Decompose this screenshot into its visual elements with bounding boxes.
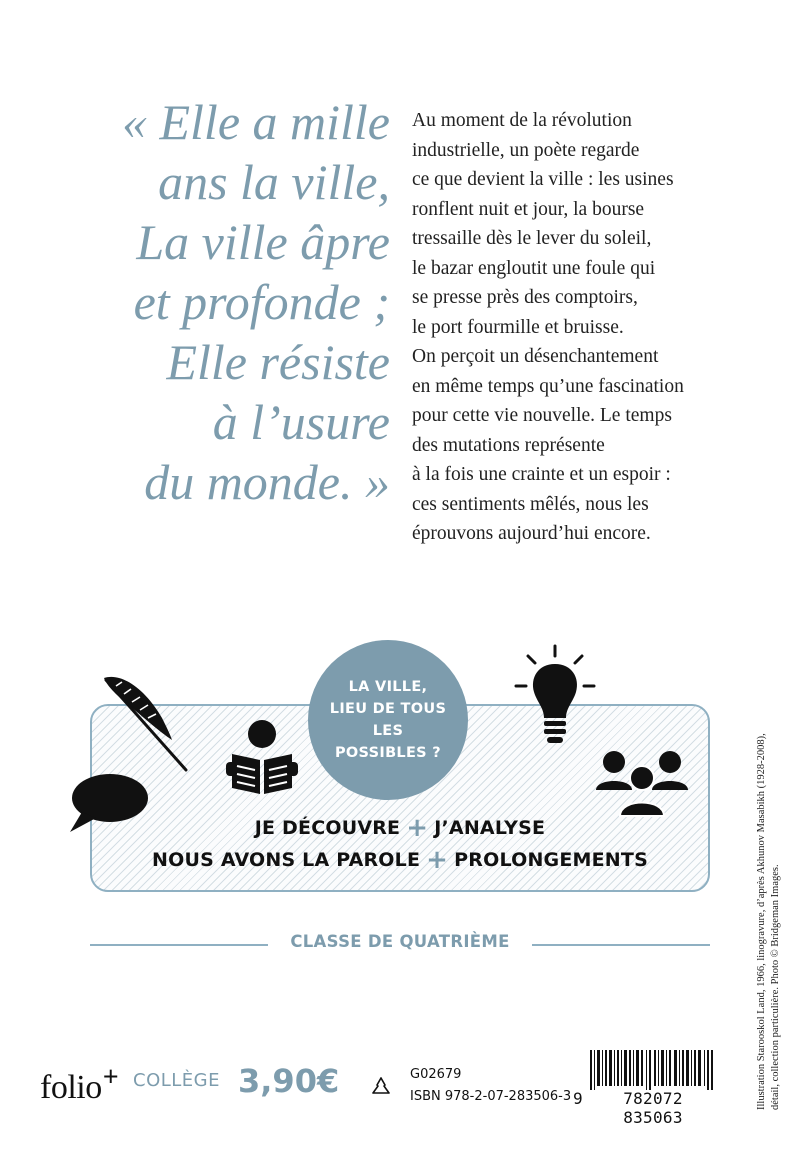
reader-icon — [224, 718, 300, 796]
plus-separator: + — [406, 813, 429, 843]
price: 3,90€ — [238, 1062, 340, 1100]
theme-line: LA VILLE, — [348, 679, 428, 695]
collection-name: COLLÈGE — [133, 1070, 220, 1091]
blurb-line: pour cette vie nouvelle. Le temps — [412, 405, 672, 426]
quote-line: à l’usure — [212, 394, 390, 450]
credit-line: Illustration Starooskol Land, 1966, linogravure, d’après Akhunov Masabikh (1928-2008), — [756, 733, 767, 1110]
illustration-credit — [755, 720, 783, 1110]
lightbulb-icon — [512, 644, 598, 748]
blurb-line: ronflent nuit et jour, la bourse — [412, 198, 645, 220]
product-code: G02679 — [410, 1067, 462, 1082]
blurb-line: ces sentiments mêlés, nous les — [412, 493, 649, 515]
publisher-logo — [40, 1062, 118, 1107]
theme-line: POSSIBLES ? — [335, 745, 441, 761]
quote-line: La ville âpre — [136, 214, 390, 270]
publisher-name: folio — [40, 1069, 102, 1106]
credit-line: détail, collection particulière. Photo © Bridgeman Images. — [770, 864, 781, 1110]
isbn: ISBN 978-2-07-283506-3 — [410, 1089, 572, 1104]
quill-icon — [100, 668, 196, 776]
section-label: J’ANALYSE — [434, 817, 546, 839]
blurb-line: éprouvons aujourd’hui encore. — [412, 523, 651, 544]
quote-line: du monde. » — [144, 454, 390, 510]
theme-line: LIEU DE TOUS — [329, 701, 447, 717]
quote-line: ans la ville, — [158, 154, 390, 210]
blurb-line: le bazar engloutit une foule qui — [412, 257, 656, 279]
section-label: JE DÉCOUVRE — [254, 817, 401, 839]
blurb-line: à la fois une crainte et un espoir : — [412, 464, 671, 485]
blurb-line: ce que devient la ville : les usines — [412, 169, 674, 190]
quote-line: et profonde ; — [133, 274, 390, 330]
sections-row — [90, 844, 710, 876]
theme-line: LES — [372, 723, 404, 739]
barcode — [590, 1050, 714, 1090]
product-codes — [410, 1064, 571, 1108]
barcode-first-digit: 9 — [573, 1089, 583, 1108]
blurb-line: se presse près des comptoirs, — [412, 287, 638, 308]
sections-list — [90, 812, 710, 876]
publisher-plus: + — [102, 1062, 119, 1093]
divider-right — [532, 944, 710, 946]
blurb-line: en même temps qu’une fascination — [412, 375, 684, 397]
section-label: PROLONGEMENTS — [454, 849, 648, 871]
barcode-digits: 782072 835063 — [623, 1089, 683, 1127]
blurb-line: des mutations représente — [412, 434, 605, 456]
back-cover-blurb — [412, 106, 752, 549]
recycling-icon — [370, 1076, 392, 1096]
class-level: CLASSE DE QUATRIÈME — [290, 932, 510, 951]
pull-quote — [60, 92, 390, 512]
group-icon — [592, 748, 692, 820]
blurb-line: industrielle, un poète regarde — [412, 139, 640, 161]
blurb-line: tressaille dès le lever du soleil, — [412, 228, 652, 249]
sections-row — [90, 812, 710, 844]
section-label: NOUS AVONS LA PAROLE — [152, 849, 421, 871]
theme-badge — [308, 640, 468, 800]
blurb-line: On perçoit un désenchantement — [412, 346, 659, 367]
blurb-line: Au moment de la révolution — [412, 110, 632, 131]
quote-line: Elle résiste — [166, 334, 390, 390]
plus-separator: + — [426, 845, 449, 875]
quote-line: « Elle a mille — [122, 94, 390, 150]
divider-left — [90, 944, 268, 946]
blurb-line: le port fourmille et bruisse. — [412, 316, 624, 338]
